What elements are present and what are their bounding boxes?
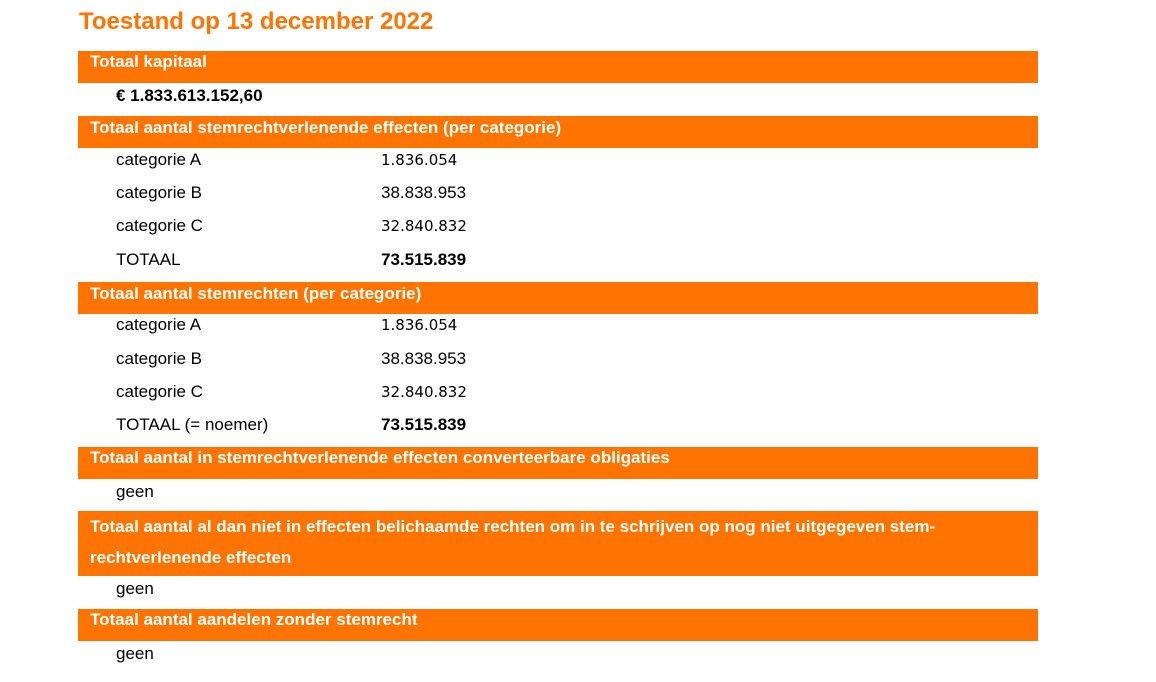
- kapitaal-value: € 1.833.613.152,60: [116, 86, 263, 105]
- effecten-row-value: 32.840.832: [381, 217, 467, 235]
- section-header-obligaties: Totaal aantal in stemrechtverlenende effecten converteerbare obligaties: [78, 447, 1038, 479]
- page-title: Toestand op 13 december 2022: [79, 8, 434, 35]
- stemrechten-total-value: 73.515.839: [381, 415, 467, 434]
- stemrechten-row-label: categorie B: [116, 349, 202, 368]
- effecten-row-label: categorie B: [116, 183, 202, 202]
- section-header-stemrechten: Totaal aantal stemrechten (per categorie): [78, 282, 1038, 314]
- stemrechten-total-label: TOTAAL (= noemer): [116, 415, 269, 434]
- rechten-value: geen: [116, 579, 154, 598]
- stemrechten-row-label: categorie A: [116, 315, 202, 334]
- section-header-rechten: Totaal aantal al dan niet in effecten belichaamde rechten om in te schrijven op nog niet uitgegeven stem-rechtverlenende effecten: [78, 511, 1038, 576]
- stemrechten-row-value: 1.836.054: [381, 316, 458, 334]
- effecten-total-label: TOTAAL: [116, 250, 181, 269]
- effecten-row-label: categorie C: [116, 216, 203, 235]
- effecten-row-value: 38.838.953: [381, 183, 467, 202]
- section-header-kapitaal: Totaal kapitaal: [78, 51, 1038, 83]
- stemrechten-row-value: 32.840.832: [381, 383, 467, 401]
- effecten-row-value: 1.836.054: [381, 151, 458, 169]
- section-header-effecten: Totaal aantal stemrechtverlenende effecten (per categorie): [78, 116, 1038, 148]
- effecten-total-value: 73.515.839: [381, 250, 467, 269]
- obligaties-value: geen: [116, 482, 154, 501]
- stemrechten-row-label: categorie C: [116, 382, 203, 401]
- effecten-row-label: categorie A: [116, 150, 202, 169]
- zonder-stemrecht-value: geen: [116, 644, 154, 663]
- section-header-zonder-stemrecht: Totaal aantal aandelen zonder stemrecht: [78, 609, 1038, 641]
- stemrechten-row-value: 38.838.953: [381, 349, 467, 368]
